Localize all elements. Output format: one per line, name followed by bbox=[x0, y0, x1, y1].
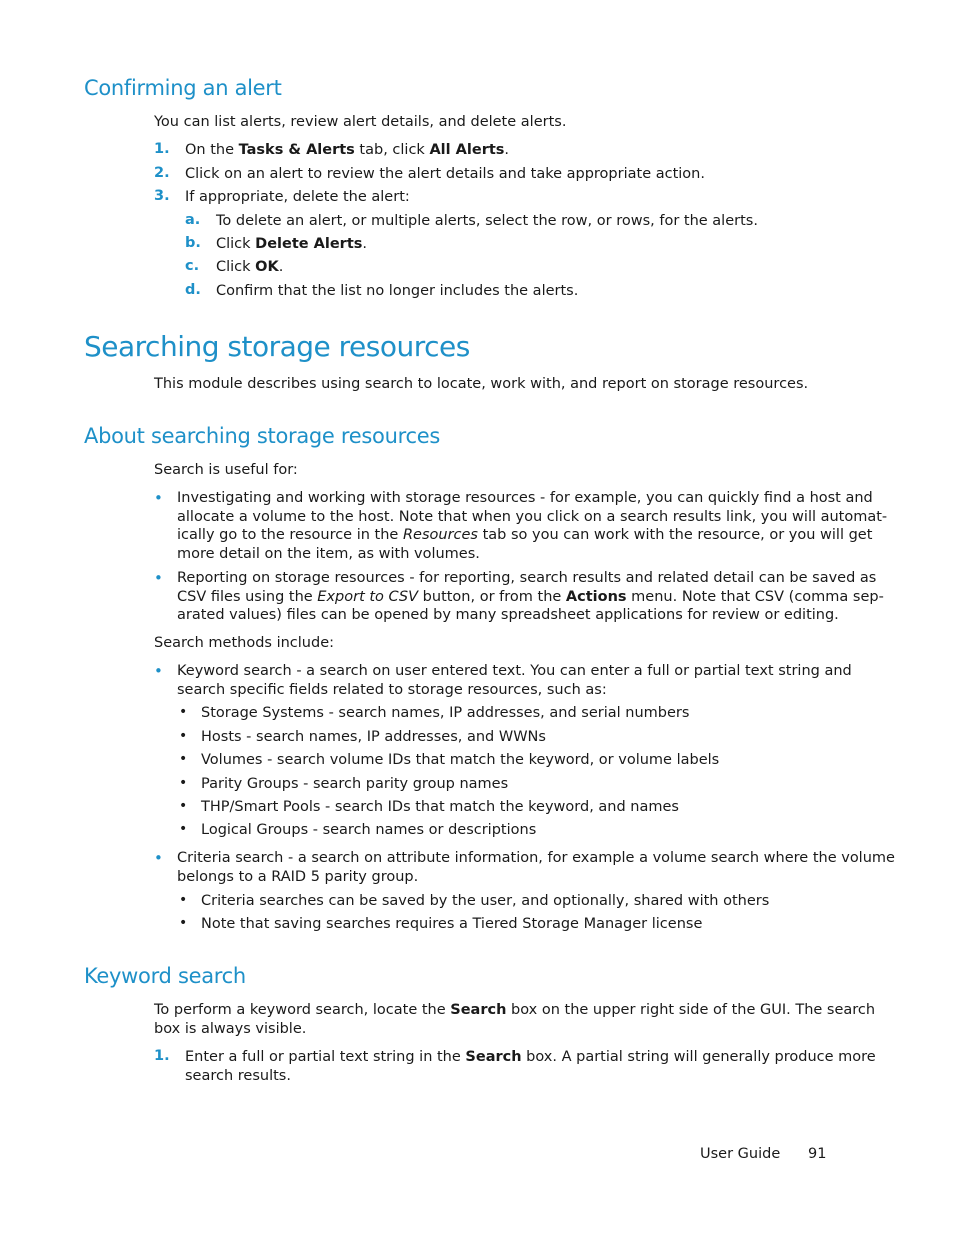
step-2: Click on an alert to review the alert details and take appropriate action. bbox=[185, 166, 705, 182]
bullet-icon: • bbox=[154, 849, 163, 867]
sub-bullet-icon: • bbox=[179, 775, 188, 791]
searching-intro: This module describes using search to locate, work with, and report on storage resources. bbox=[154, 376, 809, 392]
keyword-step-1: Enter a full or partial text string in the Search box. A partial string will generally produce more search results. bbox=[185, 1049, 876, 1084]
sub-bullet-icon: • bbox=[179, 821, 188, 837]
substep-letter: a. bbox=[185, 212, 201, 228]
step-number: 1. bbox=[154, 1048, 170, 1064]
substep-letter: c. bbox=[185, 258, 200, 274]
bullet-reporting: Reporting on storage resources - for reporting, search results and related detail can be saved as CSV files using the Export to CSV button, or from the Actions menu. Note that CSV (comma sep- arated values) files can be opened by many spreadsheet applications for review or editing. bbox=[177, 570, 884, 624]
bullet-criteria-search: Criteria search - a search on attribute information, for example a volume search where the volume belongs to a RAID 5 parity group. bbox=[177, 850, 895, 885]
step-number: 2. bbox=[154, 165, 170, 181]
step-number: 3. bbox=[154, 188, 170, 204]
criteria-item: Criteria searches can be saved by the user, and optionally, shared with others bbox=[201, 893, 770, 909]
section-heading-keyword: Keyword search bbox=[84, 964, 246, 988]
step-number: 1. bbox=[154, 141, 170, 157]
footer-label: User Guide bbox=[700, 1146, 781, 1162]
keyword-item: THP/Smart Pools - search IDs that match the keyword, and names bbox=[201, 799, 679, 815]
sub-bullet-icon: • bbox=[179, 915, 188, 931]
section-heading-about: About searching storage resources bbox=[84, 424, 440, 448]
criteria-item: Note that saving searches requires a Tiered Storage Manager license bbox=[201, 916, 703, 932]
chapter-heading-searching: Searching storage resources bbox=[84, 330, 470, 363]
section-heading-confirming: Confirming an alert bbox=[84, 76, 282, 100]
keyword-item: Storage Systems - search names, IP addresses, and serial numbers bbox=[201, 705, 690, 721]
sub-bullet-icon: • bbox=[179, 704, 188, 720]
keyword-item: Parity Groups - search parity group names bbox=[201, 776, 509, 792]
sub-bullet-icon: • bbox=[179, 798, 188, 814]
step-3: If appropriate, delete the alert: bbox=[185, 189, 410, 205]
substep-a: To delete an alert, or multiple alerts, select the row, or rows, for the alerts. bbox=[216, 213, 758, 229]
substep-c: Click OK. bbox=[216, 259, 284, 275]
keyword-intro: To perform a keyword search, locate the Search box on the upper right side of the GUI. The search box is always visible. bbox=[154, 1002, 876, 1037]
substep-d: Confirm that the list no longer includes the alerts. bbox=[216, 283, 579, 299]
substep-letter: b. bbox=[185, 235, 201, 251]
keyword-item: Hosts - search names, IP addresses, and WWNs bbox=[201, 729, 546, 745]
about-useful-for: Search is useful for: bbox=[154, 462, 298, 478]
substep-letter: d. bbox=[185, 282, 201, 298]
sub-bullet-icon: • bbox=[179, 728, 188, 744]
step-1: On the Tasks & Alerts tab, click All Alerts. bbox=[185, 142, 510, 158]
bullet-icon: • bbox=[154, 569, 163, 587]
keyword-item: Volumes - search volume IDs that match the keyword, or volume labels bbox=[201, 752, 720, 768]
sub-bullet-icon: • bbox=[179, 892, 188, 908]
confirming-intro: You can list alerts, review alert details, and delete alerts. bbox=[154, 114, 567, 130]
keyword-item: Logical Groups - search names or descriptions bbox=[201, 822, 537, 838]
substep-b: Click Delete Alerts. bbox=[216, 236, 368, 252]
bullet-investigating: Investigating and working with storage resources - for example, you can quickly find a host and allocate a volume to the host. Note that when you click on a search results link, you will automat- ically go to the resource in the Resources tab so you can work with the resource, or you will get more detail on the item, as with volumes. bbox=[177, 490, 888, 562]
search-methods-label: Search methods include: bbox=[154, 635, 335, 651]
bullet-icon: • bbox=[154, 662, 163, 680]
bullet-keyword-search: Keyword search - a search on user entered text. You can enter a full or partial text string and search specific fields related to storage resources, such as: bbox=[177, 663, 852, 698]
bullet-icon: • bbox=[154, 489, 163, 507]
page-number: 91 bbox=[808, 1146, 827, 1162]
sub-bullet-icon: • bbox=[179, 751, 188, 767]
